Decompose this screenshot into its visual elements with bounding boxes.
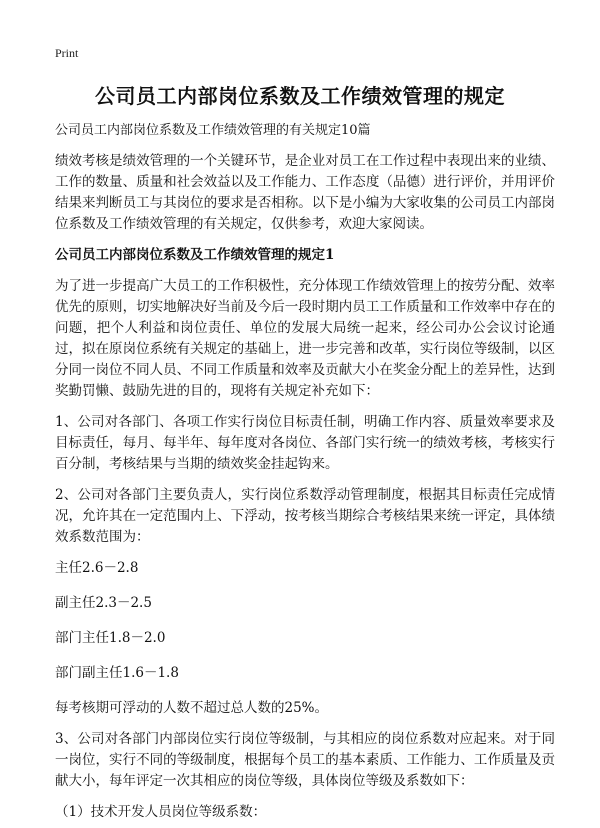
paragraph-item-1: 1、公司对各部门、各项工作实行岗位目标责任制，明确工作内容、质量效率要求及目标责任，每月、每半年、每年度对各岗位、各部门实行统一的绩效考核，考核实行百分制，考核结果与当期的绩效奖金挂起钩来。 xyxy=(55,414,555,472)
sub-item-1: （1）技术开发人员岗位等级系数： xyxy=(55,804,267,820)
section-heading: 公司员工内部岗位系数及工作绩效管理的规定1 xyxy=(55,247,335,263)
float-limit-note: 每考核期可浮动的人数不超过总人数的25%。 xyxy=(55,700,329,716)
page-title: 公司员工内部岗位系数及工作绩效管理的规定 xyxy=(95,84,505,108)
document-body xyxy=(55,120,555,823)
paragraph-item-2: 2、公司对各部门主要负责人，实行岗位系数浮动管理制度，根据其目标责任完成情况，允许其在一定范围内上、下浮动，按考核当期综合考核结果来统一评定，具体绩效系数范围为： xyxy=(55,487,555,545)
coefficient-range-dept-director: 部门主任1.8－2.0 xyxy=(55,630,166,646)
print-link[interactable]: Print xyxy=(55,46,79,60)
coefficient-range-dept-deputy: 部门副主任1.6－1.8 xyxy=(55,665,179,681)
intro-paragraph: 绩效考核是绩效管理的一个关键环节，是企业对员工在工作过程中表现出来的业绩、工作的数量、质量和社会效益以及工作能力、工作态度（品德）进行评价，并用评价结果来判断员工与其岗位的要求是否相称。以下是小编为大家收集的公司员工内部岗位系数及工作绩效管理的有关规定，仅供参考，欢迎大家阅读。 xyxy=(55,153,555,232)
coefficient-range-deputy-director: 副主任2.3－2.5 xyxy=(55,595,152,611)
document-subtitle: 公司员工内部岗位系数及工作绩效管理的有关规定10篇 xyxy=(55,123,371,138)
paragraph-item-3: 3、公司对各部门内部岗位实行岗位等级制，与其相应的岗位系数对应起来。对于同一岗位，实行不同的等级制度，根据每个员工的基本素质、工作能力、工作质量及贡献大小，每年评定一次其相应的岗位等级，具体岗位等级及系数如下： xyxy=(55,731,555,789)
coefficient-range-director: 主任2.6－2.8 xyxy=(55,560,139,576)
paragraph-purpose: 为了进一步提高广大员工的工作积极性，充分体现工作绩效管理上的按劳分配、效率优先的原则，切实地解决好当前及今后一段时期内员工工作质量和工作效率中存在的问题，把个人利益和岗位责任、单位的发展大局统一起来，经公司办公会议讨论通过，拟在原岗位系统有关规定的基础上，进一步完善和改革，实行岗位等级制，以区分同一岗位不同人员、不同工作质量和效率及贡献大小在奖金分配上的差异性，达到奖勤罚懒、鼓励先进的目的，现将有关规定补充如下： xyxy=(55,278,555,399)
